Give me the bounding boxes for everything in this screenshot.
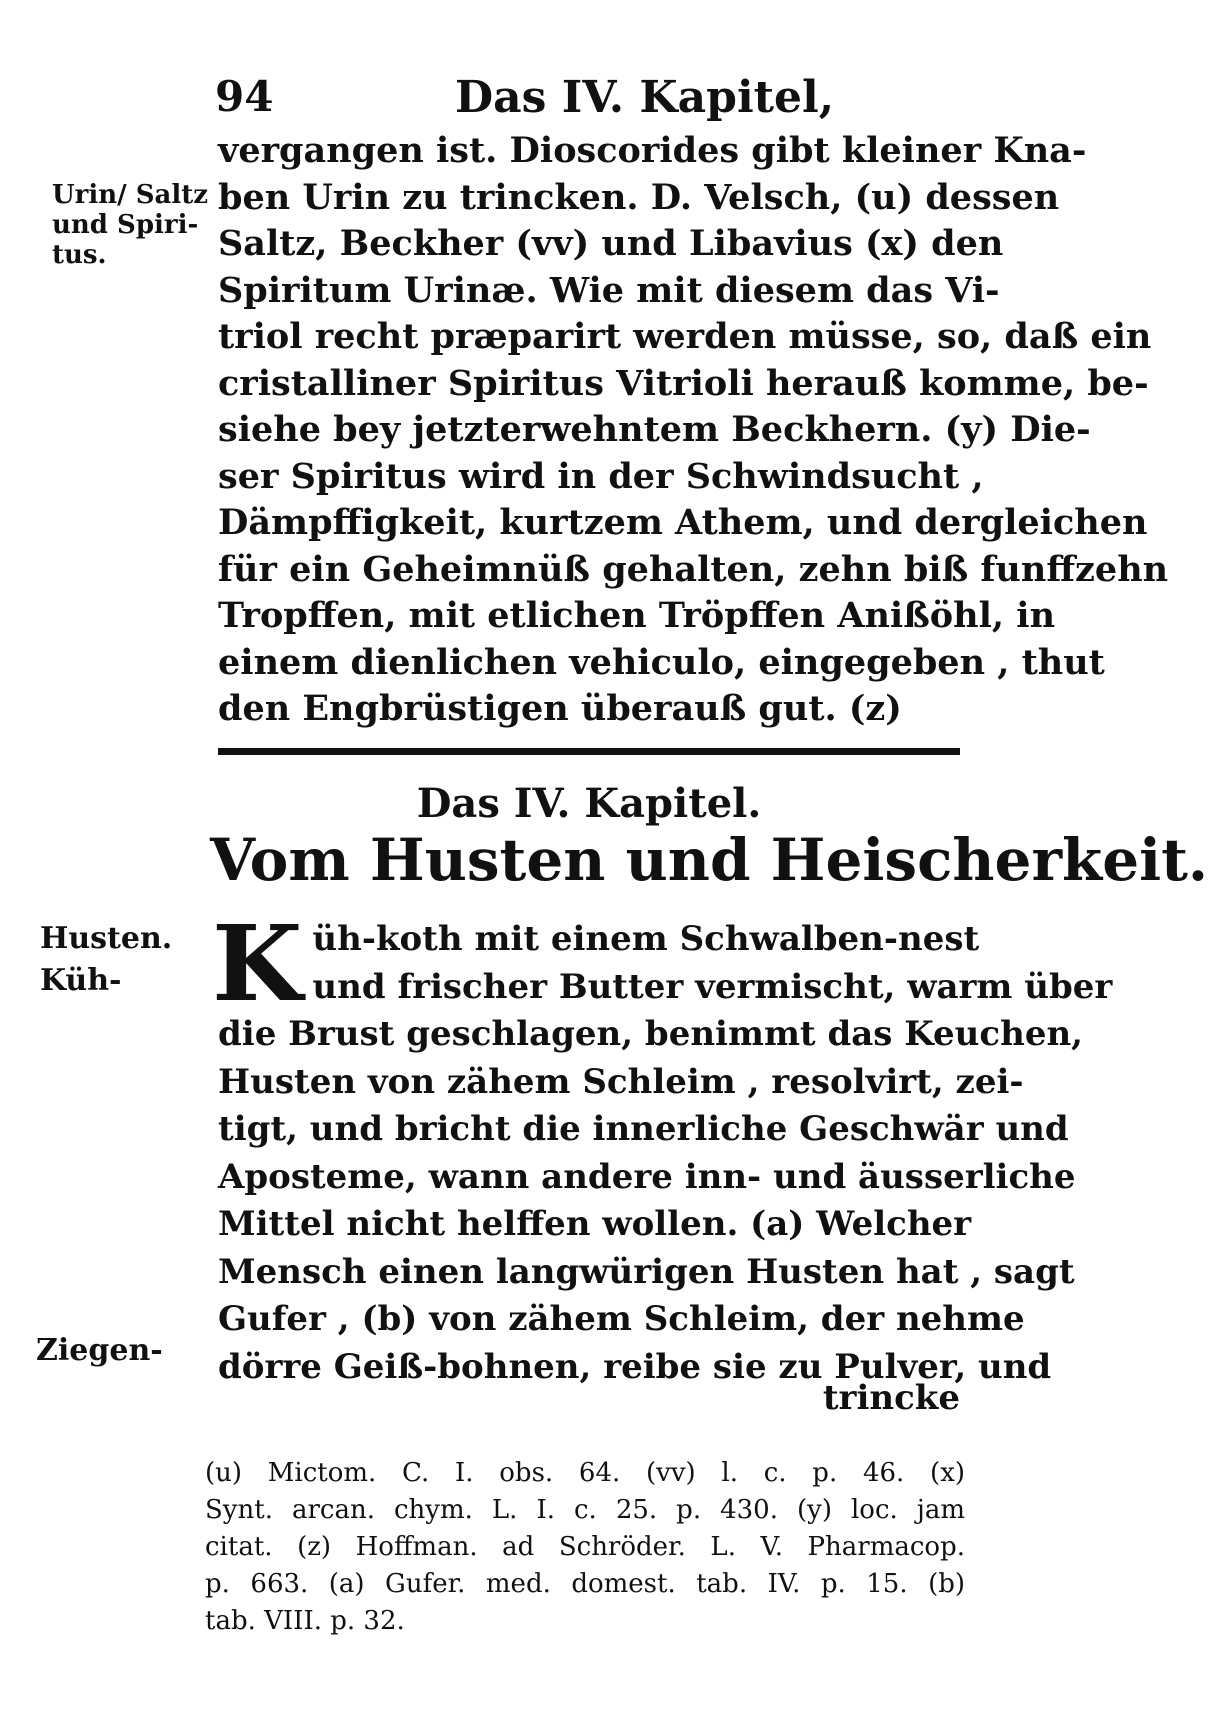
- chapter-label: Das IV. Kapitel.: [416, 780, 762, 827]
- text-line: ben Urin zu trincken. D. Velsch, (u) dessen: [218, 176, 1060, 218]
- chapter-heading: Vom Husten und Heischerkeit.: [210, 826, 1208, 894]
- text-line: triol recht præparirt werden müsse, so, daß ein: [218, 316, 1152, 357]
- text-line: Mittel nicht helffen wollen. (a) Welcher: [218, 1204, 972, 1244]
- margin-note-urin: [52, 180, 208, 270]
- text-line: Dämpffigkeit, kurtzem Athem, und dergleichen: [218, 502, 1148, 543]
- text-line: für ein Geheimnüß gehalten, zehn biß funffzehn: [218, 548, 1169, 590]
- drop-cap: K: [212, 902, 303, 1025]
- text-line: siehe bey jetzterwehntem Beckhern. (y) Die-: [218, 409, 1091, 450]
- catchword: trincke: [822, 1378, 960, 1418]
- text-line: üh-koth mit einem Schwalben-nest: [312, 919, 980, 959]
- footnote-line: p. 663. (a) Gufer. med. domest. tab. IV. p. 15. (b): [205, 1569, 965, 1599]
- footnotes: [205, 1455, 965, 1640]
- text-line: Husten von zähem Schleim , resolvirt, zei-: [218, 1061, 1024, 1102]
- text-line: Gufer , (b) von zähem Schleim, der nehme: [218, 1299, 1025, 1339]
- footnote-line: (u) Mictom. C. I. obs. 64. (vv) l. c. p. 46. (x): [205, 1458, 965, 1488]
- text-line: die Brust geschlagen, benimmt das Keuchen,: [218, 1014, 1084, 1054]
- text-line: Tropffen, mit etlichen Tröpffen Anißöhl, in: [218, 595, 1056, 636]
- margin-note-husten: [40, 918, 172, 1002]
- text-line: Spiritum Urinæ. Wie mit diesem das Vi-: [218, 269, 1000, 311]
- margin-note-line: Ziegen-: [36, 1333, 163, 1368]
- text-line: ser Spiritus wird in der Schwindsucht ,: [218, 455, 984, 497]
- footnote-line: citat. (z) Hoffman. ad Schröder. L. V. Pharmacop.: [205, 1532, 965, 1562]
- footnote-line: tab. VIII. p. 32.: [205, 1606, 405, 1636]
- text-line: dörre Geiß-bohnen, reibe sie zu Pulver, und: [218, 1346, 1052, 1387]
- text-line: den Engbrüstigen überauß gut. (z): [218, 688, 902, 729]
- page-header: [215, 72, 935, 132]
- page-number: 94: [215, 72, 274, 121]
- text-line: Saltz, Beckher (vv) und Libavius (x) den: [218, 223, 1004, 264]
- paragraph-1: [218, 128, 1169, 733]
- paragraph-2: [212, 902, 1113, 1391]
- margin-note-line: Urin/ Saltz: [52, 180, 208, 210]
- margin-note-line: Husten.: [40, 921, 173, 956]
- footnote-line: Synt. arcan. chym. L. I. c. 25. p. 430. (y) loc. jam: [205, 1495, 965, 1525]
- text-line: vergangen ist. Dioscorides gibt kleiner Kna-: [218, 130, 1087, 171]
- text-line: cristalliner Spiritus Vitrioli herauß komme, be-: [218, 362, 1149, 404]
- margin-note-line: und Spiri-: [52, 210, 199, 240]
- margin-note-line: tus.: [52, 240, 107, 270]
- text-line: und frischer Butter vermischt, warm über: [312, 966, 1113, 1007]
- running-title: Das IV. Kapitel,: [455, 72, 835, 123]
- section-divider: [218, 748, 960, 755]
- text-line: Mensch einen langwürigen Husten hat , sagt: [218, 1251, 1075, 1292]
- text-line: einem dienlichen vehiculo, eingegeben , thut: [218, 641, 1105, 683]
- margin-note-line: Küh-: [40, 963, 122, 998]
- text-line: Aposteme, wann andere inn- und äusserliche: [218, 1156, 1076, 1197]
- text-line: tigt, und bricht die innerliche Geschwär und: [218, 1109, 1069, 1149]
- margin-note-ziegen: [36, 1333, 163, 1368]
